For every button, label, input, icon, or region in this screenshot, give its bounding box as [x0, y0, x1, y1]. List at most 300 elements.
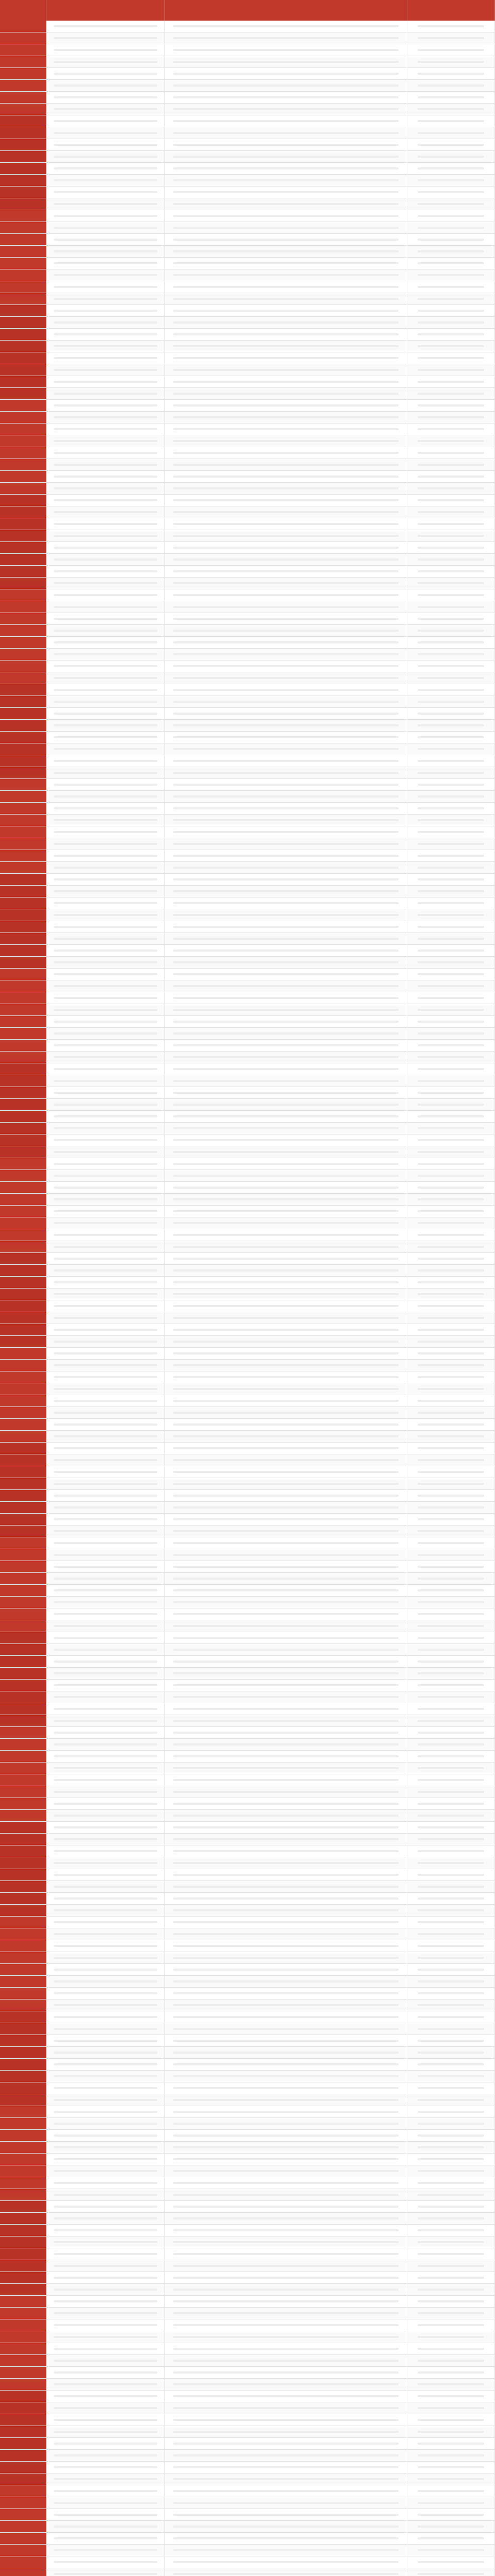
table-row [0, 1194, 495, 1206]
phone-cell [407, 684, 495, 696]
address-cell [165, 115, 407, 127]
address-cell [165, 1585, 407, 1596]
name-cell [46, 2462, 165, 2473]
address-cell [165, 672, 407, 684]
name-cell [46, 2118, 165, 2129]
phone-cell [407, 1845, 495, 1857]
town-cell [0, 2355, 46, 2366]
phone-cell [407, 601, 495, 613]
table-row [0, 471, 495, 483]
table-row [0, 838, 495, 850]
name-cell [46, 56, 165, 67]
town-cell [0, 1703, 46, 1715]
table-row [0, 2059, 495, 2071]
address-cell [165, 139, 407, 150]
phone-cell [407, 2545, 495, 2556]
name-cell [46, 1798, 165, 1809]
table-row [0, 933, 495, 945]
name-cell [46, 2473, 165, 2485]
address-cell [165, 1419, 407, 1430]
table-row [0, 187, 495, 198]
table-row [0, 2047, 495, 2059]
phone-cell [407, 2260, 495, 2272]
phone-cell [407, 1976, 495, 1987]
town-cell [0, 649, 46, 660]
table-row [0, 1881, 495, 1893]
table-row [0, 1300, 495, 1312]
address-cell [165, 341, 407, 352]
name-cell [46, 886, 165, 897]
address-cell [165, 1940, 407, 1952]
address-cell [165, 32, 407, 44]
table-row [0, 2485, 495, 2497]
table-row [0, 589, 495, 601]
name-cell [46, 1075, 165, 1087]
table-row [0, 1123, 495, 1134]
table-row [0, 1964, 495, 1976]
phone-cell [407, 2225, 495, 2236]
name-cell [46, 1146, 165, 1158]
phone-cell [407, 589, 495, 601]
phone-cell [407, 1123, 495, 1134]
phone-cell [407, 2059, 495, 2070]
phone-cell [407, 447, 495, 459]
name-cell [46, 2426, 165, 2437]
town-cell [0, 2485, 46, 2497]
header-col-1 [0, 0, 46, 21]
table-row [0, 388, 495, 400]
phone-cell [407, 175, 495, 186]
address-cell [165, 696, 407, 707]
phone-cell [407, 1940, 495, 1952]
address-cell [165, 815, 407, 826]
town-cell [0, 2391, 46, 2402]
table-row [0, 1644, 495, 1656]
phone-cell [407, 1573, 495, 1584]
table-row [0, 1407, 495, 1419]
table-row [0, 1371, 495, 1383]
address-cell [165, 625, 407, 636]
name-cell [46, 258, 165, 269]
phone-cell [407, 660, 495, 672]
address-cell [165, 1004, 407, 1015]
table-row [0, 1928, 495, 1940]
name-cell [46, 815, 165, 826]
town-cell [0, 1194, 46, 1205]
town-cell [0, 1383, 46, 1395]
phone-cell [407, 127, 495, 139]
address-cell [165, 1573, 407, 1584]
address-cell [165, 826, 407, 838]
address-cell [165, 779, 407, 790]
address-cell [165, 1454, 407, 1466]
name-cell [46, 1680, 165, 1691]
address-cell [165, 838, 407, 850]
name-cell [46, 1751, 165, 1762]
address-cell [165, 2023, 407, 2035]
phone-cell [407, 1289, 495, 1300]
address-cell [165, 459, 407, 470]
town-cell [0, 1561, 46, 1572]
name-cell [46, 2331, 165, 2343]
table-row [0, 1289, 495, 1300]
phone-cell [407, 80, 495, 91]
name-cell [46, 1241, 165, 1252]
town-cell [0, 2343, 46, 2354]
name-cell [46, 1703, 165, 1715]
town-cell [0, 506, 46, 518]
phone-cell [407, 246, 495, 257]
name-cell [46, 2236, 165, 2248]
town-cell [0, 175, 46, 186]
phone-cell [407, 1597, 495, 1608]
phone-cell [407, 2450, 495, 2461]
address-cell [165, 637, 407, 648]
name-cell [46, 1597, 165, 1608]
address-cell [165, 2236, 407, 2248]
phone-cell [407, 400, 495, 411]
phone-cell [407, 980, 495, 992]
phone-cell [407, 1964, 495, 1975]
town-cell [0, 139, 46, 150]
town-cell [0, 1134, 46, 1146]
town-cell [0, 2071, 46, 2082]
town-cell [0, 732, 46, 743]
phone-cell [407, 542, 495, 553]
phone-cell [407, 921, 495, 933]
table-row [0, 1869, 495, 1881]
address-cell [165, 305, 407, 316]
town-cell [0, 1597, 46, 1608]
name-cell [46, 2094, 165, 2106]
name-cell [46, 222, 165, 233]
town-cell [0, 969, 46, 980]
town-cell [0, 1431, 46, 1442]
town-cell [0, 874, 46, 885]
phone-cell [407, 1182, 495, 1193]
address-cell [165, 1751, 407, 1762]
town-cell [0, 1395, 46, 1406]
phone-cell [407, 2355, 495, 2366]
address-cell [165, 2473, 407, 2485]
address-cell [165, 2071, 407, 2082]
name-cell [46, 1194, 165, 1205]
address-cell [165, 1608, 407, 1620]
name-cell [46, 1206, 165, 1217]
phone-cell [407, 1111, 495, 1122]
address-cell [165, 2011, 407, 2023]
name-cell [46, 447, 165, 459]
table-row [0, 104, 495, 115]
phone-cell [407, 2189, 495, 2200]
phone-cell [407, 2308, 495, 2319]
address-cell [165, 708, 407, 719]
phone-cell [407, 2142, 495, 2153]
table-row [0, 2556, 495, 2568]
address-cell [165, 2082, 407, 2094]
name-cell [46, 483, 165, 494]
phone-cell [407, 198, 495, 210]
phone-cell [407, 269, 495, 281]
name-cell [46, 1857, 165, 1869]
table-row [0, 1016, 495, 1028]
name-cell [46, 2154, 165, 2165]
name-cell [46, 352, 165, 364]
phone-cell [407, 2106, 495, 2117]
address-cell [165, 2319, 407, 2331]
table-row [0, 1680, 495, 1691]
phone-cell [407, 1146, 495, 1158]
town-cell [0, 1312, 46, 1324]
table-row [0, 2201, 495, 2213]
address-cell [165, 2047, 407, 2058]
phone-cell [407, 720, 495, 731]
phone-cell [407, 68, 495, 79]
address-cell [165, 897, 407, 909]
phone-cell [407, 2165, 495, 2177]
address-cell [165, 1170, 407, 1181]
name-cell [46, 2355, 165, 2366]
address-cell [165, 933, 407, 944]
phone-cell [407, 1762, 495, 1774]
address-cell [165, 1881, 407, 1892]
address-cell [165, 1360, 407, 1371]
town-cell [0, 2035, 46, 2046]
phone-cell [407, 2011, 495, 2023]
table-row [0, 1277, 495, 1289]
address-cell [165, 1964, 407, 1975]
table-row [0, 1312, 495, 1324]
name-cell [46, 2071, 165, 2082]
address-cell [165, 743, 407, 755]
phone-cell [407, 1407, 495, 1418]
table-row [0, 400, 495, 412]
phone-cell [407, 1680, 495, 1691]
phone-cell [407, 258, 495, 269]
table-row [0, 815, 495, 826]
address-cell [165, 1999, 407, 2011]
town-cell [0, 566, 46, 577]
table-row [0, 732, 495, 743]
name-cell [46, 838, 165, 850]
town-cell [0, 862, 46, 873]
phone-cell [407, 1727, 495, 1738]
address-cell [165, 423, 407, 435]
town-cell [0, 115, 46, 127]
table-row [0, 56, 495, 68]
name-cell [46, 2272, 165, 2283]
name-cell [46, 1490, 165, 1501]
name-cell [46, 518, 165, 530]
name-cell [46, 1502, 165, 1513]
table-row [0, 2177, 495, 2189]
address-cell [165, 2414, 407, 2426]
name-cell [46, 376, 165, 387]
name-cell [46, 2082, 165, 2094]
name-cell [46, 625, 165, 636]
phone-cell [407, 2521, 495, 2532]
name-cell [46, 1289, 165, 1300]
town-cell [0, 625, 46, 636]
name-cell [46, 969, 165, 980]
phone-cell [407, 2047, 495, 2058]
address-cell [165, 1123, 407, 1134]
name-cell [46, 1762, 165, 1774]
table-row [0, 32, 495, 44]
name-cell [46, 720, 165, 731]
address-cell [165, 2450, 407, 2461]
name-cell [46, 1917, 165, 1928]
town-cell [0, 1834, 46, 1845]
table-row [0, 1798, 495, 1810]
address-cell [165, 1715, 407, 1726]
phone-cell [407, 2568, 495, 2576]
town-cell [0, 2118, 46, 2129]
address-cell [165, 1466, 407, 1478]
name-cell [46, 696, 165, 707]
table-row [0, 696, 495, 708]
town-cell [0, 1182, 46, 1193]
phone-cell [407, 1277, 495, 1288]
table-row [0, 980, 495, 992]
name-cell [46, 412, 165, 423]
table-row [0, 2391, 495, 2402]
name-cell [46, 1905, 165, 1916]
table-row [0, 1976, 495, 1988]
town-cell [0, 1751, 46, 1762]
address-cell [165, 2568, 407, 2576]
table-row [0, 886, 495, 897]
address-cell [165, 649, 407, 660]
table-row [0, 1395, 495, 1407]
table-row [0, 1229, 495, 1241]
address-cell [165, 2355, 407, 2366]
name-cell [46, 2130, 165, 2141]
phone-cell [407, 625, 495, 636]
town-cell [0, 222, 46, 233]
phone-cell [407, 1217, 495, 1229]
phone-cell [407, 1431, 495, 1442]
name-cell [46, 44, 165, 56]
name-cell [46, 2391, 165, 2402]
phone-cell [407, 1087, 495, 1098]
address-cell [165, 1490, 407, 1501]
table-row [0, 530, 495, 542]
phone-cell [407, 743, 495, 755]
phone-cell [407, 1063, 495, 1075]
name-cell [46, 1383, 165, 1395]
town-cell [0, 447, 46, 459]
town-cell [0, 1099, 46, 1110]
name-cell [46, 1016, 165, 1027]
name-cell [46, 388, 165, 399]
phone-cell [407, 1869, 495, 1880]
name-cell [46, 32, 165, 44]
address-cell [165, 1241, 407, 1252]
town-cell [0, 2545, 46, 2556]
name-cell [46, 2556, 165, 2568]
town-cell [0, 1999, 46, 2011]
phone-cell [407, 803, 495, 814]
address-cell [165, 1620, 407, 1632]
address-cell [165, 163, 407, 174]
name-cell [46, 909, 165, 921]
name-cell [46, 1668, 165, 1679]
town-cell [0, 1146, 46, 1158]
address-cell [165, 613, 407, 624]
table-row [0, 376, 495, 388]
phone-cell [407, 672, 495, 684]
name-cell [46, 2047, 165, 2058]
header-col-2 [46, 0, 165, 21]
town-cell [0, 2082, 46, 2094]
phone-cell [407, 1514, 495, 1525]
phone-cell [407, 44, 495, 56]
town-cell [0, 1585, 46, 1596]
table-row [0, 755, 495, 767]
phone-cell [407, 423, 495, 435]
phone-cell [407, 56, 495, 67]
town-cell [0, 364, 46, 376]
table-row [0, 2248, 495, 2260]
address-cell [165, 2142, 407, 2153]
name-cell [46, 1217, 165, 1229]
table-row [0, 2213, 495, 2225]
phone-cell [407, 2473, 495, 2485]
town-cell [0, 2497, 46, 2509]
town-cell [0, 1028, 46, 1039]
town-cell [0, 246, 46, 257]
name-cell [46, 234, 165, 245]
town-cell [0, 1691, 46, 1703]
table-row [0, 163, 495, 175]
phone-cell [407, 1917, 495, 1928]
address-cell [165, 803, 407, 814]
table-row [0, 222, 495, 234]
address-cell [165, 1810, 407, 1821]
town-cell [0, 341, 46, 352]
table-row [0, 2533, 495, 2545]
town-cell [0, 1928, 46, 1940]
address-cell [165, 1834, 407, 1845]
table-row [0, 234, 495, 246]
town-cell [0, 1549, 46, 1561]
name-cell [46, 1371, 165, 1383]
address-cell [165, 1561, 407, 1572]
address-cell [165, 1324, 407, 1335]
name-cell [46, 755, 165, 767]
table-row [0, 2165, 495, 2177]
town-cell [0, 2023, 46, 2035]
table-row [0, 945, 495, 957]
address-cell [165, 1917, 407, 1928]
phone-cell [407, 459, 495, 470]
table-row [0, 2545, 495, 2556]
table-row [0, 850, 495, 862]
address-cell [165, 1822, 407, 1833]
table-row [0, 269, 495, 281]
address-cell [165, 2438, 407, 2449]
town-cell [0, 1893, 46, 1904]
table-row [0, 281, 495, 293]
address-cell [165, 2509, 407, 2520]
address-cell [165, 1182, 407, 1193]
address-cell [165, 1786, 407, 1798]
town-cell [0, 2165, 46, 2177]
town-cell [0, 1762, 46, 1774]
address-cell [165, 1289, 407, 1300]
phone-cell [407, 1478, 495, 1489]
